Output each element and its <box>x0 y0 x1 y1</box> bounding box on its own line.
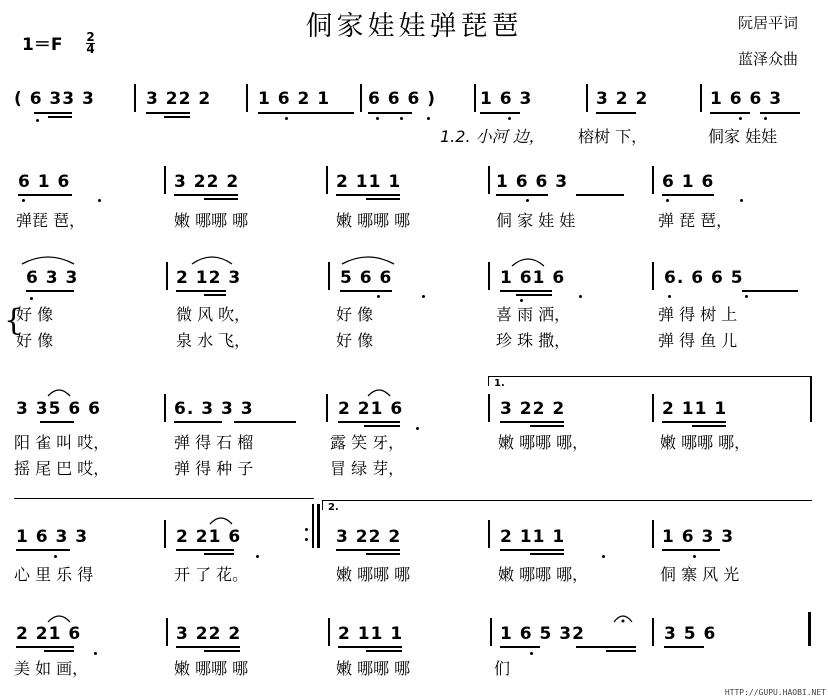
underline <box>500 421 564 423</box>
volta-2-label: 2. <box>328 502 339 513</box>
octave-dot <box>22 199 25 202</box>
underline <box>340 290 392 292</box>
octave-dot <box>668 295 671 298</box>
underline <box>336 194 400 196</box>
octave-dot <box>285 117 288 120</box>
lyric-5-5: 侗 寨 风 光 <box>660 565 740 584</box>
lyric-5-1: 心 里 乐 得 <box>14 565 94 584</box>
underline <box>366 198 400 200</box>
lyric-3-1a: 好 像 <box>16 305 54 324</box>
octave-dot <box>427 117 430 120</box>
lyric-2-5: 弹 琵 琶， <box>658 211 733 230</box>
octave-dot <box>745 295 748 298</box>
octave-dot <box>98 199 101 202</box>
barline <box>808 612 811 646</box>
octave-dot <box>739 117 742 120</box>
octave-dot <box>666 199 669 202</box>
lyric-3-4b: 珍 珠 撒， <box>496 331 571 350</box>
lyric-2-4: 侗 家 娃 娃 <box>496 211 576 230</box>
octave-dot <box>508 117 511 120</box>
key-signature: 1＝F <box>22 35 63 55</box>
underline <box>760 112 800 114</box>
lyric-4-2a: 弹 得 石 榴 <box>174 433 254 452</box>
lyric-4-1a: 阳 雀 叫 哎， <box>14 433 110 452</box>
measure-5-2: 2 21 6 <box>176 527 242 547</box>
underline <box>364 425 400 427</box>
underline <box>26 290 74 292</box>
lyric-5-3: 嫩 哪哪 哪 <box>336 565 411 584</box>
underline <box>48 116 72 118</box>
underline <box>44 650 74 652</box>
barline <box>360 84 362 112</box>
time-signature <box>86 32 95 55</box>
lyric-4-2b: 弹 得 种 子 <box>174 459 254 478</box>
repeat-dot <box>305 528 308 531</box>
barline <box>490 618 492 646</box>
underline <box>176 290 226 292</box>
octave-dot <box>740 199 743 202</box>
barline <box>652 262 654 290</box>
measure-2-2: 3 22 2 <box>174 172 240 192</box>
measure-5-4: 2 11 1 <box>500 527 566 547</box>
underline <box>234 421 296 423</box>
verse-brace: { <box>4 303 24 338</box>
underline <box>664 646 704 648</box>
lyric-1-1: 1.2. 小河 边， <box>440 127 545 146</box>
lyric-4-3a: 露 笑 牙， <box>330 433 405 452</box>
underline <box>480 112 520 114</box>
barline <box>652 394 654 422</box>
lyric-4-1b: 摇 尾 巴 哎， <box>14 459 110 478</box>
barline <box>488 262 490 290</box>
underline <box>710 112 750 114</box>
underline <box>500 549 564 551</box>
slur <box>340 252 400 266</box>
measure-1-5: 1 6 3 <box>480 89 533 109</box>
repeat-barline <box>317 504 320 548</box>
underline <box>662 421 726 423</box>
underline <box>176 549 234 551</box>
barline <box>652 166 654 194</box>
barline <box>474 84 476 112</box>
lyric-1-2: 榕树 下， <box>578 127 648 146</box>
lyric-4-5a: 嫩 哪哪 哪， <box>660 433 751 452</box>
lyric-6-1: 美 如 画， <box>14 659 89 678</box>
underline <box>530 425 564 427</box>
measure-6-5: 3 5 6 <box>664 624 717 644</box>
lyric-1-3: 侗家 娃娃 <box>708 127 778 146</box>
underline <box>16 549 70 551</box>
slur <box>510 254 550 268</box>
measure-2-3: 2 11 1 <box>336 172 402 192</box>
measure-3-4: 1 61 6 <box>500 268 566 288</box>
underline <box>18 194 72 196</box>
measure-5-3: 3 22 2 <box>336 527 402 547</box>
measure-3-3: 5 6 6 <box>340 268 393 288</box>
measure-3-1: 6 3 3 <box>26 268 79 288</box>
octave-dot <box>36 119 39 122</box>
underline <box>40 421 74 423</box>
lyric-2-2: 嫩 哪哪 哪 <box>174 211 249 230</box>
measure-1-4: 6 6 6 ) <box>368 89 437 109</box>
lyric-3-5a: 弹 得 树 上 <box>658 305 738 324</box>
repeat-barline <box>312 504 314 548</box>
underline <box>576 194 624 196</box>
underline <box>336 549 400 551</box>
underline <box>174 421 222 423</box>
lyric-5-4: 嫩 哪哪 哪， <box>498 565 589 584</box>
barline <box>810 376 812 422</box>
measure-6-3: 2 11 1 <box>338 624 404 644</box>
octave-dot <box>54 555 57 558</box>
measure-5-1: 1 6 3 3 <box>16 527 89 547</box>
octave-dot <box>94 652 97 655</box>
measure-1-2: 3 22 2 <box>146 89 212 109</box>
barline <box>652 520 654 548</box>
volta-1-label: 1. <box>494 378 505 389</box>
measure-5-5: 1 6 3 3 <box>662 527 735 547</box>
measure-4-5: 2 11 1 <box>662 399 728 419</box>
volta-bracket <box>322 500 323 510</box>
underline <box>742 290 798 292</box>
underline <box>500 646 540 648</box>
underline <box>204 198 238 200</box>
lyric-3-3b: 好 像 <box>336 331 374 350</box>
measure-3-2: 2 12 3 <box>176 268 242 288</box>
barline <box>164 166 166 194</box>
slur <box>20 252 80 266</box>
underline <box>204 650 240 652</box>
lyric-3-1b: 好 像 <box>16 331 54 350</box>
underline <box>204 294 226 296</box>
underline <box>662 549 720 551</box>
lyric-3-4a: 喜 雨 洒， <box>496 305 571 324</box>
barline <box>328 618 330 646</box>
barline <box>246 84 248 112</box>
octave-dot <box>579 295 582 298</box>
barline <box>166 262 168 290</box>
measure-6-4: 1 6 5 32 <box>500 624 585 644</box>
lyric-2-3: 嫩 哪哪 哪 <box>336 211 411 230</box>
lyric-3-2b: 泉 水 飞， <box>176 331 251 350</box>
underline <box>366 650 402 652</box>
measure-4-2: 6. 3 3 3 <box>174 399 254 419</box>
underline <box>368 112 412 114</box>
barline <box>326 166 328 194</box>
octave-dot <box>693 555 696 558</box>
fermata <box>612 610 638 626</box>
barline <box>488 520 490 548</box>
barline <box>164 520 166 548</box>
underline <box>516 294 552 296</box>
lyric-6-3: 嫩 哪哪 哪 <box>336 659 411 678</box>
measure-4-3: 2 21 6 <box>338 399 404 419</box>
underline <box>366 553 400 555</box>
slur <box>46 386 76 398</box>
measure-3-5: 6. 6 6 5 <box>664 268 744 288</box>
underline <box>338 646 402 648</box>
volta-bracket <box>488 376 812 377</box>
underline <box>146 112 190 114</box>
composer-credit: 蓝泽众曲 <box>738 50 799 68</box>
underline <box>496 194 548 196</box>
octave-dot <box>422 295 425 298</box>
barline <box>166 618 168 646</box>
lyric-6-4: 们 <box>494 659 511 678</box>
page-title: 侗家娃娃弹琵琶 <box>305 11 523 42</box>
barline <box>488 394 490 422</box>
slur <box>208 514 238 526</box>
underline <box>258 112 354 114</box>
barline <box>328 262 330 290</box>
octave-dot <box>30 297 33 300</box>
measure-2-1: 6 1 6 <box>18 172 71 192</box>
octave-dot <box>376 117 379 120</box>
lyricist-credit: 阮居平词 <box>738 14 799 32</box>
underline <box>606 650 636 652</box>
octave-dot <box>602 555 605 558</box>
underline <box>164 116 190 118</box>
lyric-3-3a: 好 像 <box>336 305 374 324</box>
underline <box>662 194 714 196</box>
lyric-3-2a: 微 风 吹， <box>176 305 251 324</box>
underline <box>530 553 564 555</box>
barline <box>700 84 702 112</box>
lyric-3-5b: 弹 得 鱼 儿 <box>658 331 738 350</box>
measure-1-3: 1 6 2 1 <box>258 89 331 109</box>
slur <box>366 386 396 398</box>
volta-bracket <box>322 500 812 501</box>
lyric-6-2: 嫩 哪哪 哪 <box>174 659 249 678</box>
underline <box>176 646 240 648</box>
underline <box>204 553 234 555</box>
barline <box>586 84 588 112</box>
slur <box>46 612 76 624</box>
repeat-dot <box>305 538 308 541</box>
lyric-5-2: 开 了 花。 <box>174 565 249 584</box>
slur <box>190 252 240 266</box>
barline <box>164 394 166 422</box>
time-signature-bottom: 4 <box>86 42 95 56</box>
measure-4-4: 3 22 2 <box>500 399 566 419</box>
measure-1-6: 3 2 2 <box>596 89 649 109</box>
volta-bracket <box>14 498 314 499</box>
underline <box>596 112 636 114</box>
barline <box>652 618 654 646</box>
underline <box>500 290 552 292</box>
octave-dot <box>764 117 767 120</box>
time-signature-top: 2 <box>86 30 95 44</box>
lyric-4-3b: 冒 绿 芽， <box>330 459 405 478</box>
underline <box>576 646 636 648</box>
barline <box>134 84 136 112</box>
lyric-2-1: 弹琵 琶， <box>16 211 86 230</box>
octave-dot <box>400 117 403 120</box>
measure-4-1: 3 35 6 6 <box>16 399 101 419</box>
barline <box>488 166 490 194</box>
measure-2-4: 1 6 6 3 <box>496 172 569 192</box>
measure-1-7: 1 6 6 3 <box>710 89 783 109</box>
underline <box>174 194 238 196</box>
octave-dot <box>530 652 533 655</box>
volta-bracket <box>488 376 489 386</box>
underline <box>16 646 74 648</box>
measure-1-1: ( 6 33 3 <box>14 89 95 109</box>
barline <box>326 394 328 422</box>
underline <box>692 425 726 427</box>
octave-dot <box>416 427 419 430</box>
measure-2-5: 6 1 6 <box>662 172 715 192</box>
watermark-url: HTTP://GUPU.HAOBI.NET <box>724 688 826 697</box>
underline <box>338 421 400 423</box>
underline <box>34 112 72 114</box>
octave-dot <box>377 295 380 298</box>
measure-6-2: 3 22 2 <box>176 624 242 644</box>
octave-dot <box>256 555 259 558</box>
measure-6-1: 2 21 6 <box>16 624 82 644</box>
octave-dot <box>526 199 529 202</box>
lyric-4-4a: 嫩 哪哪 哪， <box>498 433 589 452</box>
